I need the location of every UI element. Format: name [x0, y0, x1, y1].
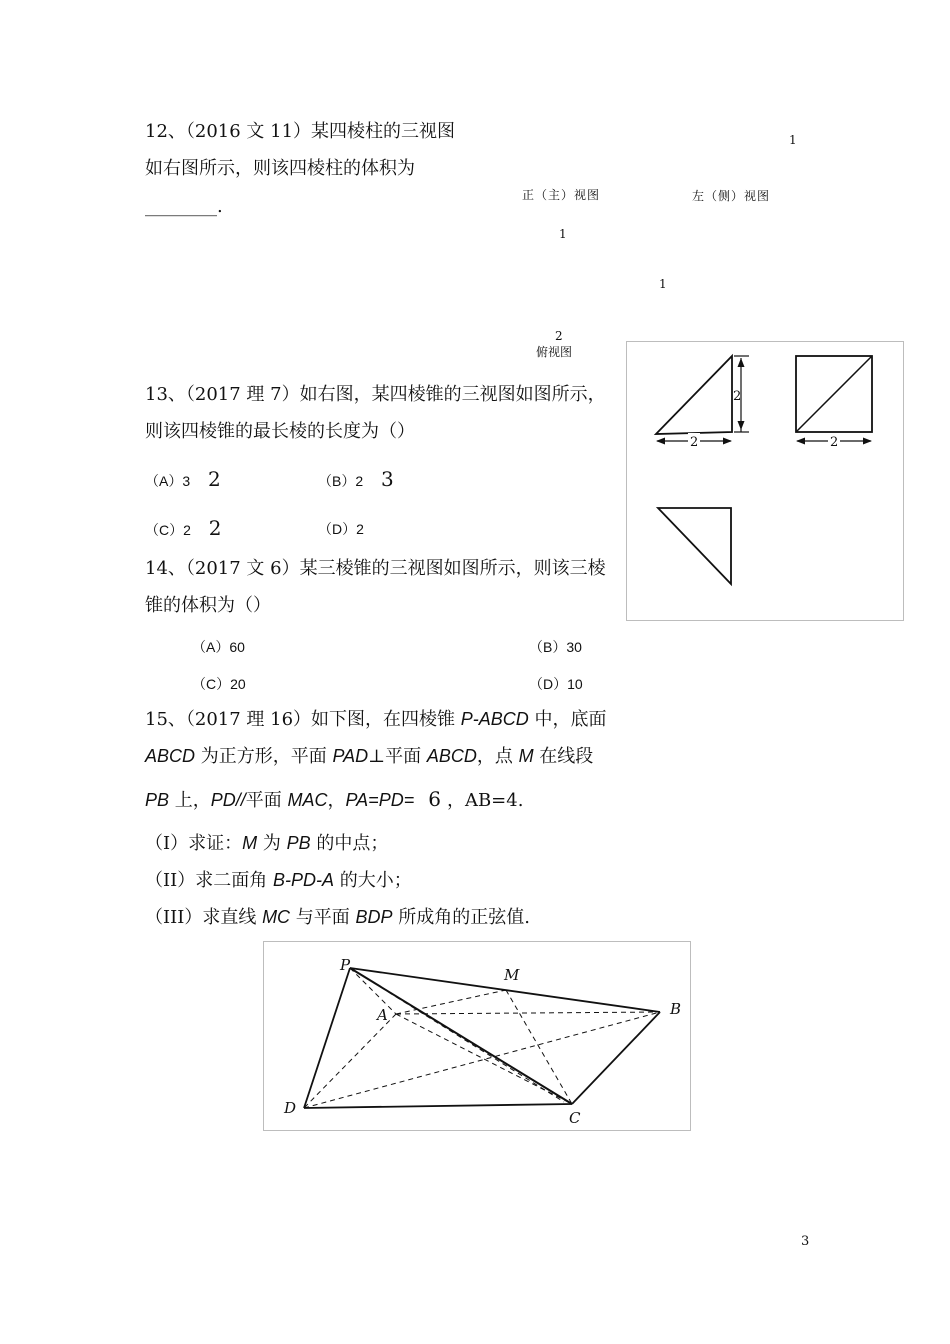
edge-ac — [396, 1014, 572, 1104]
q13-side-view-diagonal — [796, 356, 872, 432]
q14-option-a: （A）60 — [192, 639, 245, 655]
q15-l3-text1: 上， — [169, 790, 211, 811]
q12-fig-dim-1-right: 1 — [659, 277, 667, 291]
q15-p1-pb: PB — [286, 833, 311, 853]
q15-p1-text1: （I）求证： — [145, 833, 243, 854]
q13-three-view-figure — [626, 341, 904, 621]
edge-cb — [572, 1012, 660, 1104]
edge-am — [396, 990, 506, 1014]
q13-front-base-dim-label: 2 — [690, 435, 699, 450]
q15-p1-text2: 为 — [257, 833, 287, 854]
label-a: A — [377, 1006, 388, 1024]
label-d: D — [284, 1099, 297, 1117]
q15-p2-text1: （II）求二面角 — [145, 870, 273, 891]
page-number: 3 — [801, 1234, 810, 1249]
q13-option-d: （D）2 — [318, 521, 364, 537]
q15-l3-mac: MAC — [287, 790, 328, 810]
q12-side-view-label: 左（侧）视图 — [692, 189, 771, 203]
label-m: M — [504, 966, 520, 984]
q15-l2-abcd: ABCD — [145, 746, 196, 766]
edge-db — [304, 1012, 660, 1108]
q14-line1: 14、（2017 文 6）某三棱锥的三视图如图所示，则该三棱 — [145, 558, 606, 579]
q15-l3-radicand: 6 — [428, 787, 441, 811]
q15-l3-pd: PD// — [210, 790, 246, 810]
q14-line2: 锥的体积为（） — [145, 595, 271, 616]
q15-p1-m: M — [242, 833, 258, 853]
label-b: B — [670, 1000, 682, 1018]
q15-p3-bdp: BDP — [355, 907, 393, 927]
edge-pd — [304, 968, 350, 1108]
q15-l3-text2: 平面 — [245, 790, 288, 811]
q15-line2 — [145, 745, 593, 768]
q12-fig-dim-1-top: 1 — [789, 133, 797, 147]
q15-l2-abcd2: ABCD — [426, 746, 477, 766]
q15-l2-text4: 在线段 — [533, 746, 594, 767]
q15-p3-mc: MC — [262, 907, 291, 927]
q15-part1 — [145, 832, 388, 855]
q13-three-view-svg — [627, 342, 903, 620]
q12-front-view-label: 正（主）视图 — [522, 188, 601, 202]
q15-part2 — [145, 869, 412, 892]
label-c: C — [569, 1109, 581, 1127]
q15-line3 — [145, 788, 523, 812]
q15-pyramid-figure — [263, 941, 691, 1131]
q15-p3-text1: （III）求直线 — [145, 907, 263, 928]
q15-l1-tail: 中，底面 — [528, 709, 607, 730]
q14-option-d: （D）10 — [529, 676, 583, 692]
q12-answer-blank: ________. — [145, 196, 223, 217]
q15-l2-pad: PAD — [332, 746, 369, 766]
q12-top-view-label: 俯视图 — [536, 345, 573, 359]
q15-p1-text3: 的中点； — [310, 833, 389, 854]
q15-l2-m: M — [518, 746, 534, 766]
q13-line1: 13、（2017 理 7）如右图，某四棱锥的三视图如图所示， — [145, 384, 606, 405]
q13-line2: 则该四棱锥的最长棱的长度为（） — [145, 421, 415, 442]
q15-l3-pb: PB — [145, 790, 170, 810]
q15-p2-angle: B-PD-A — [272, 870, 334, 890]
edge-mc — [506, 990, 572, 1104]
q15-p2-text2: 的大小； — [333, 870, 412, 891]
label-p: P — [340, 956, 351, 974]
q15-l2-text1: 为正方形，平面 — [195, 746, 333, 767]
q13-side-base-dim-label: 2 — [830, 435, 839, 450]
edge-pc-dash — [350, 968, 564, 1102]
q13-height-dim-label: 2 — [733, 389, 742, 404]
q15-l1-text: 15、（2017 理 16）如下图，在四棱锥 — [145, 709, 461, 730]
q15-p3-text2: 与平面 — [290, 907, 356, 928]
q13-option-b — [318, 468, 394, 492]
edge-ad — [304, 1014, 396, 1108]
edge-ab — [396, 1012, 660, 1014]
q12-line2: 如右图所示，则该四棱柱的体积为 — [145, 158, 415, 179]
q15-l2-text2: ⊥平面 — [368, 746, 427, 767]
q13-option-b-radicand: 3 — [381, 467, 394, 491]
q13-option-c-label: （C）2 — [145, 522, 191, 538]
q15-line1 — [145, 708, 607, 731]
q12-fig-dim-2: 2 — [555, 329, 563, 343]
q13-option-a-radicand: 2 — [208, 467, 221, 491]
q15-l1-pyramid: P-ABCD — [460, 709, 529, 729]
q14-option-c: （C）20 — [192, 676, 246, 692]
q12-fig-dim-1-mid: 1 — [559, 227, 567, 241]
q13-option-a — [145, 468, 221, 492]
q15-l3-comma: ， — [327, 790, 346, 811]
q13-option-b-label: （B）2 — [318, 473, 364, 489]
q13-option-c — [145, 517, 222, 541]
q13-option-c-radicand: 2 — [208, 516, 222, 540]
q12-line1: 12、（2016 文 11）某四棱柱的三视图 — [145, 121, 456, 142]
q15-p3-text3: 所成角的正弦值. — [392, 907, 530, 928]
q13-option-a-label: （A）3 — [145, 473, 191, 489]
q14-option-b: （B）30 — [529, 639, 582, 655]
q15-pyramid-svg — [264, 942, 690, 1130]
q15-l2-text3: ，点 — [476, 746, 519, 767]
edge-dc — [304, 1104, 572, 1108]
q13-front-view-triangle — [656, 356, 732, 434]
q15-l3-ab: ，AB=4. — [446, 790, 524, 811]
q13-top-view-triangle — [658, 508, 731, 584]
q15-part3 — [145, 906, 530, 929]
q15-l3-pa-pd: PA=PD= — [345, 790, 415, 810]
